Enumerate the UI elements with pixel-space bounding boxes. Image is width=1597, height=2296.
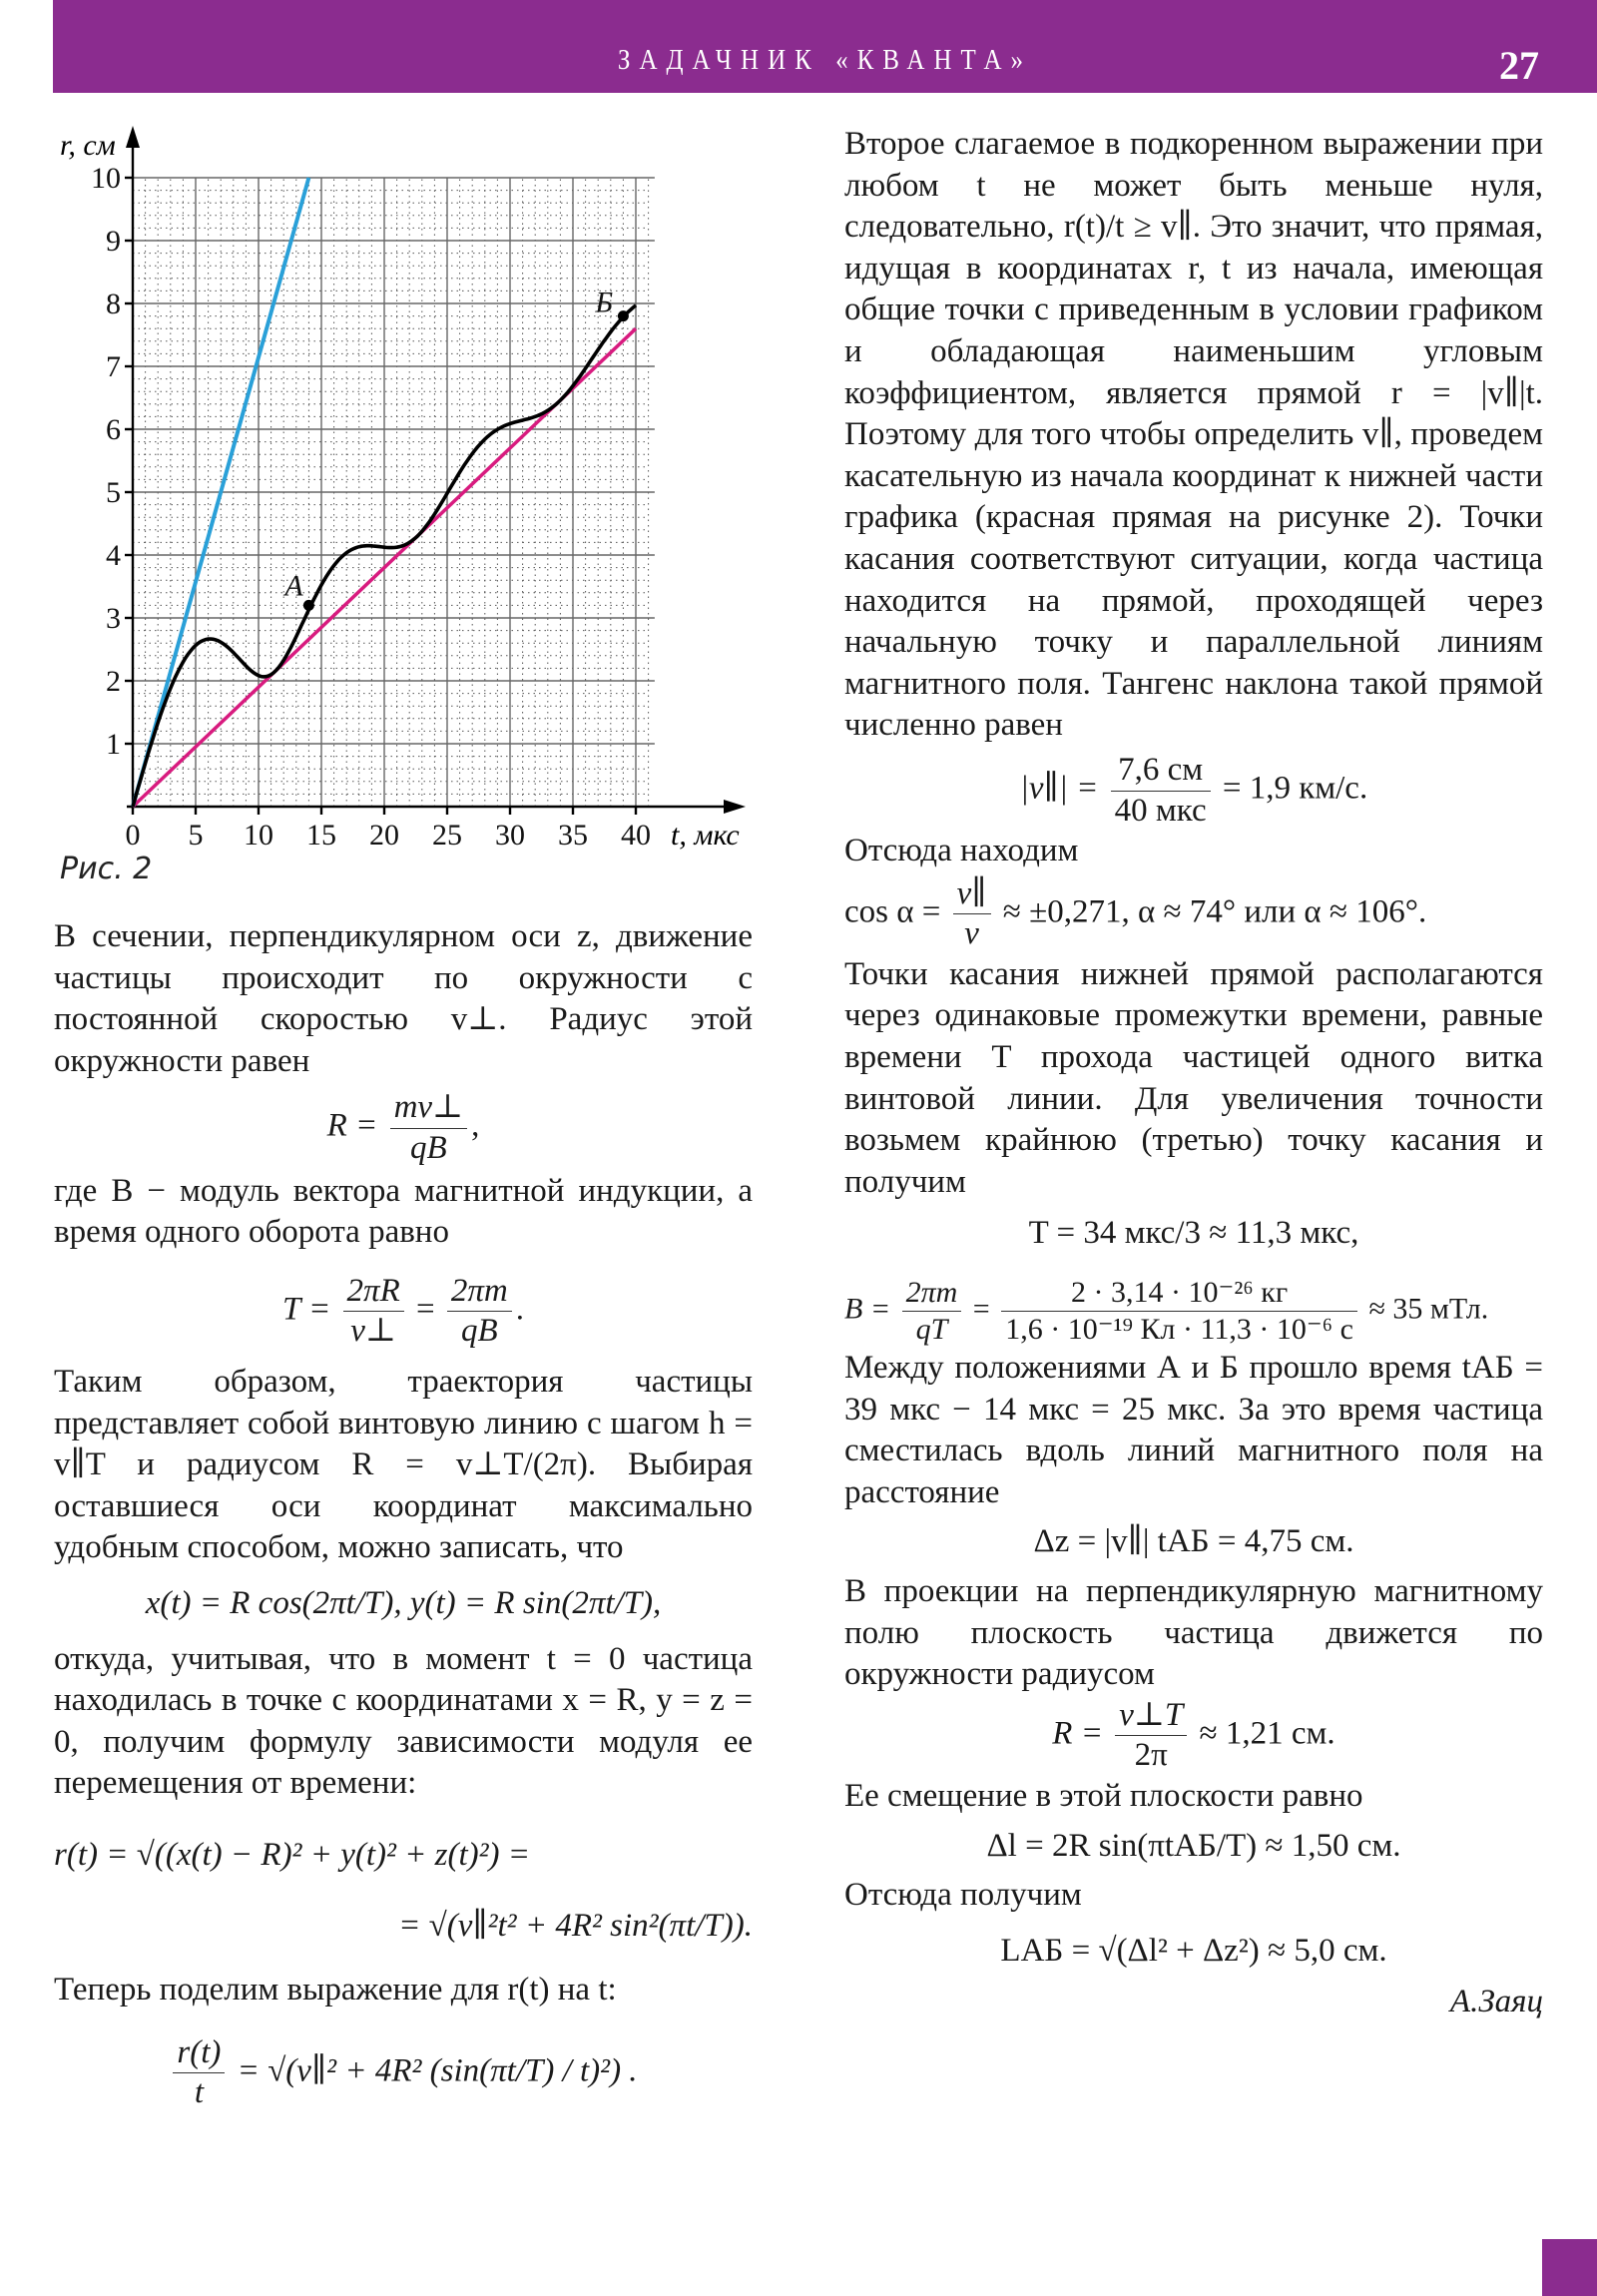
svg-text:20: 20 xyxy=(369,819,399,852)
svg-text:3: 3 xyxy=(106,602,121,635)
figure-caption: Рис. 2 xyxy=(60,852,153,886)
equation-delta-l: Δl = 2R sin(πtАБ/T) ≈ 1,50 см. xyxy=(986,1827,1401,1864)
svg-text:1: 1 xyxy=(106,728,121,761)
svg-text:30: 30 xyxy=(495,819,525,852)
paragraph: Отсюда находим xyxy=(844,833,1079,869)
paragraph: где B − модуль вектора магнитной индукции, а время одного оборота равно xyxy=(54,1172,753,1251)
paragraph: Точки касания нижней прямой располагаются через одинаковые промежутки времени, равные времени T прохода частицей одного витка винтовой линии. Для увеличения точности возьмем крайнюю (третью) точку касания и получим xyxy=(844,955,1543,1200)
svg-text:0: 0 xyxy=(125,819,141,852)
equation-xy: x(t) = R cos(2πt/T), y(t) = R sin(2πt/T), xyxy=(145,1584,662,1621)
running-header xyxy=(53,0,1597,93)
equation-r-1: r(t) = √((x(t) − R)² + y(t)² + z(t)²) = xyxy=(54,1836,531,1873)
svg-text:6: 6 xyxy=(106,413,121,446)
paragraph: Между положениями А и Б прошло время tАБ = 39 мкс − 14 мкс = 25 мкс. За это время частица сместилась вдоль линий магнитного поля на расстояние xyxy=(844,1350,1543,1510)
svg-text:Б: Б xyxy=(595,286,614,319)
svg-text:7: 7 xyxy=(106,350,121,383)
svg-text:15: 15 xyxy=(306,819,336,852)
equation-cos-alpha: cos α = $\frac{v\parallel}{v}$ ≈ ±0,271, α ≈ 74° или α ≈ 106°. xyxy=(844,874,1427,952)
svg-text:10: 10 xyxy=(244,819,273,852)
svg-text:2: 2 xyxy=(106,665,121,698)
paragraph: Ее смещение в этой плоскости равно xyxy=(844,1777,1363,1814)
y-axis-label: r, см xyxy=(60,129,116,162)
svg-text:5: 5 xyxy=(188,819,204,852)
paragraph: Отсюда получим xyxy=(844,1877,1082,1914)
tick-labels xyxy=(91,162,651,852)
figure-2-chart xyxy=(0,100,779,859)
svg-text:9: 9 xyxy=(106,225,121,258)
author-signature: А.Заяц xyxy=(1449,1984,1543,2020)
equation-r-over-t: $\frac{r(t)}{t}$ = √(v∥² + 4R² (sin(πt/T) / t)²) . xyxy=(54,2033,753,2113)
point-marker xyxy=(303,600,314,611)
equation-radius-value: R = $\frac{v\perp T}{2\pi}$ ≈ 1,21 см. xyxy=(1052,1696,1335,1774)
svg-text:4: 4 xyxy=(106,539,121,572)
paragraph: Таким образом, траектория частицы представляет собой винтовую линию с шагом h = v∥T и радиусом R = v⊥T/(2π). Выбирая оставшиеся оси координат максимально удобным способом, можно записать, что xyxy=(54,1363,753,1566)
equation-b-field: B = $\frac{2\pi m}{qT}$ = $\frac{\text{2 · 3,14 · 10⁻²⁶ кг}}{\text{1,6 · 10⁻¹⁹ Кл · 11,3 · 10⁻⁶ с}}$ ≈ 35 мТл. xyxy=(844,1276,1489,1347)
section-title: ЗАДАЧНИК «КВАНТА» xyxy=(617,44,1033,76)
paragraph: откуда, учитывая, что в момент t = 0 частица находилась в точке с координатами x = R, y = z = 0, получим формулу зависимости модуля ее перемещения от времени: xyxy=(54,1640,753,1802)
svg-text:40: 40 xyxy=(621,819,651,852)
equation-v-parallel: |v∥| = $\frac{7,6 см}{\text{40 мкс}}$ = 1,9 км/с. xyxy=(1019,751,1368,829)
svg-text:8: 8 xyxy=(106,287,121,320)
svg-text:А: А xyxy=(284,569,303,603)
equation-period-value: T = 34 мкс/3 ≈ 11,3 мкс, xyxy=(1028,1215,1359,1252)
page-number: 27 xyxy=(1499,43,1539,88)
right-column xyxy=(844,124,1543,2023)
major-grid xyxy=(133,178,655,807)
equation-radius: R = $\frac{mv\perp}{qB}$ , xyxy=(326,1089,480,1166)
paragraph: Второе слагаемое в подкоренном выражении при любом t не может быть меньше нуля, следовательно, r(t)/t ≥ v∥. Это значит, что прямая, идущая в координатах r, t из начала, имеющая общие точки с приведенным в условии графиком и обладающая наименьшим угловым коэффициентом, является прямой r = |v∥|t. Поэтому для того чтобы определить v∥, проведем касательную из начала координат к нижней части графика (красная прямая на рисунке 2). Точки касания соответствуют ситуации, когда частица находится на прямой, проходящей через начальную точку и параллельной линиям магнитного поля. Тангенс наклона такой прямой численно равен xyxy=(844,126,1543,744)
equation-delta-z: Δz = |v∥| tАБ = 4,75 см. xyxy=(1033,1523,1354,1560)
svg-text:25: 25 xyxy=(432,819,462,852)
paragraph: Теперь поделим выражение для r(t) на t: xyxy=(54,1972,617,2009)
equation-period: T = $\frac{2\pi R}{v\perp}$ = $\frac{2\pi m}{qB}$ . xyxy=(282,1272,524,1350)
svg-text:5: 5 xyxy=(106,476,121,509)
left-column xyxy=(54,916,753,2113)
corner-accent-block xyxy=(1542,2239,1597,2296)
paragraph: В сечении, перпендикулярном оси z, движение частицы происходит по окружности с постоянной скоростью v⊥. Радиус этой окружности равен xyxy=(54,918,753,1079)
equation-r-2: = √(v∥²t² + 4R² sin²(πt/T)). xyxy=(398,1908,753,1945)
axes xyxy=(125,126,746,815)
x-axis-label: t, мкс xyxy=(671,819,740,852)
point-marker xyxy=(618,310,629,321)
equation-l-ab: LАБ = √(Δl² + Δz²) ≈ 5,0 см. xyxy=(1000,1932,1387,1969)
svg-text:35: 35 xyxy=(558,819,588,852)
paragraph: В проекции на перпендикулярную магнитному полю плоскость частица движется по окружности радиусом xyxy=(844,1573,1543,1693)
svg-text:10: 10 xyxy=(91,162,121,195)
